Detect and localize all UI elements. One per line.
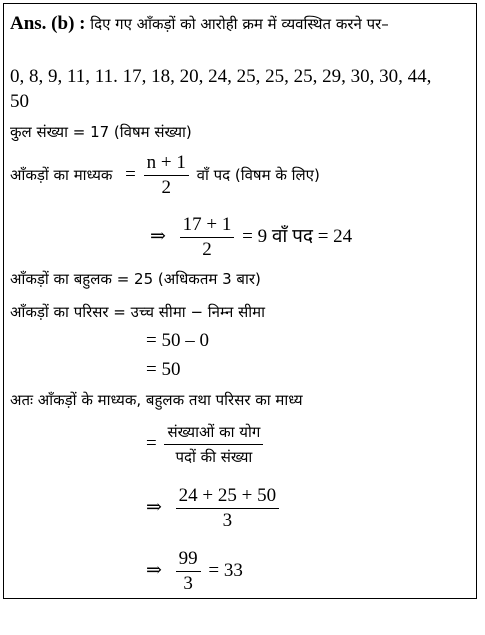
median-calc-fraction [180, 215, 235, 260]
mean-calculation-1 [146, 486, 282, 531]
mean-denominator: पदों की संख्या [175, 448, 253, 466]
sorted-sequence: 0, 8, 9, 11, 11. 17, 18, 20, 24, 25, 25, 25, 29, 30, 30, 44, [10, 66, 432, 87]
median-fraction [144, 153, 189, 198]
mean-calc2-numerator: 99 [176, 549, 201, 572]
mean-result: = 33 [208, 559, 243, 581]
range-step-2: = 50 [146, 359, 181, 380]
mean-calc2-denominator: 3 [183, 573, 193, 594]
mean-calc1-fraction [176, 486, 279, 531]
solution-box [3, 3, 477, 599]
median-suffix: वाँ पद (विषम के लिए) [196, 165, 320, 184]
median-numerator: n + 1 [144, 153, 189, 176]
mean-calc2-fraction [176, 549, 201, 594]
mean-formula [146, 422, 266, 467]
implies-arrow: ⇒ [150, 225, 166, 247]
range-step-1: = 50 – 0 [146, 330, 209, 351]
intro-text: दिए गए आँकड़ों को आरोही क्रम में व्यवस्थित करने पर– [90, 15, 389, 33]
implies-arrow: ⇒ [146, 496, 162, 518]
mean-equals: = [146, 432, 157, 454]
mean-intro-line: अतः आँकड़ों के माध्यक, बहुलक तथा परिसर का माध्य [10, 391, 303, 409]
sorted-sequence-last: 50 [10, 91, 29, 112]
median-calc-result: = 9 वाँ पद = 24 [242, 225, 353, 247]
mode-line: आँकड़ों का बहुलक = 25 (अधिकतम 3 बार) [10, 270, 261, 288]
mean-calc1-numerator: 24 + 25 + 50 [176, 486, 279, 509]
answer-intro-line [10, 13, 389, 35]
median-calc-numerator: 17 + 1 [180, 215, 235, 238]
median-calc-denominator: 2 [202, 239, 212, 260]
median-equals: = [125, 163, 136, 185]
mean-calculation-2 [146, 549, 243, 594]
implies-arrow: ⇒ [146, 559, 162, 581]
range-line: आँकड़ों का परिसर = उच्च सीमा − निम्न सीमा [10, 303, 266, 321]
median-denominator: 2 [161, 177, 171, 198]
mean-fraction [164, 422, 263, 467]
answer-label: Ans. (b) : [10, 13, 86, 34]
mean-calc1-denominator: 3 [222, 510, 233, 531]
mean-numerator: संख्याओं का योग [164, 422, 263, 445]
median-formula [10, 153, 320, 198]
total-count-line: कुल संख्या = 17 (विषम संख्या) [10, 123, 192, 141]
median-label: आँकड़ों का माध्यक [10, 165, 113, 184]
median-calculation [150, 215, 352, 260]
